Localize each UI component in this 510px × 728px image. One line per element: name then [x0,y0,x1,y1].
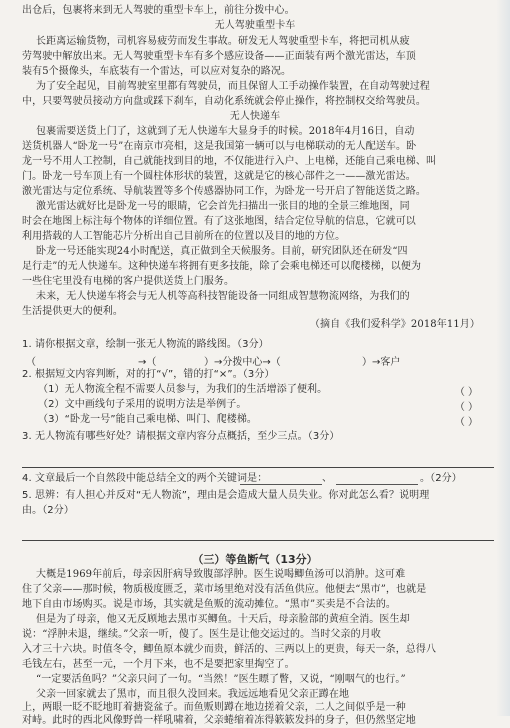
paragraph-line: 激光雷达就好比是卧龙一号的眼睛，它会首先扫描出一张目的地的全景三维地图，同 [36,201,410,212]
intro-line: 出仓后，包裹将来到无人驾驶的重型卡车上，前往分拨中心。 [22,5,295,16]
flow-blank-1[interactable]: （ [26,357,36,368]
story-line: 入才三十六块。时值冬令，鲫鱼原本就少而贵，鲜活的、三两以上的更贵，每天一条，总得八 [22,644,437,655]
story-line: 大概是1969年前后，母亲因肝病导致腹部浮肿。医生说喝鲫鱼汤可以消肿。这可难 [36,569,406,580]
source-citation: （摘自《我们爱科学》2018年11月） [309,319,480,330]
judge-item-1: （1）无人物流全程不需要人员参与，为我们的生活增添了便利。 [38,384,328,395]
story-line: 毛钱左右，甚至一元，一个月下来，也不是要把家里掏空了。 [22,659,295,670]
heading-truck: 无人驾驶重型卡车 [214,20,296,31]
keyword-separator: 、 [322,473,333,484]
question-5: 5. 思辨：有人担心并反对“无人物流”，理由是会造成大量人员失业。你对此怎么看？说明理 [22,490,430,501]
story-line: 说：“浮肿未退，继续。”父亲一听，傻了。医生是让他交运过的。当时父亲的月收 [22,629,381,640]
answer-line[interactable] [22,540,494,541]
paragraph-line: 劳驾驶中解放出来。无人驾驶重型卡车有多个感应设备——正面装有两个激光雷达，车顶 [22,51,416,62]
route-flow [22,353,494,367]
judge-item-3: （3）“卧龙一号”能自己乘电梯、叫门、爬楼梯。 [38,414,258,425]
paragraph-line: 利用搭载的人工智能芯片分析出自己目前所在的位置以及目的地的方位。 [22,231,346,242]
question-2: 2. 根据短文内容判断，对的打“√”，错的打“×”。（3分） [22,369,275,380]
question-3: 3. 无人物流有哪些好处？请根据文章内容分点概括，至少三点。（3分） [22,431,340,442]
paragraph-line: 时会在地图上标注每个物体的详细位置。有了这张地图，结合定位导航的信息，它就可以 [22,216,416,227]
story-line: 地下自由市场购买。说是市场，其实就是鱼贩的流动摊位。“黑市”买卖是不合法的。 [22,599,397,610]
story-line: 父亲一回家就去了黑市，而且很久没回来。我远远地看见父亲正蹲在地 [36,689,350,700]
question-4: 4. 文章最后一个自然段中能总结全文的两个关键词是： [22,473,268,484]
story-line: 住了父亲——那时候，物质极度匮乏，菜市场里绝对没有活鱼供应。他便去“黑市”，也就是 [22,584,427,595]
paragraph-line: 龙一号不用人工控制，自己就能找到目的地，不仅能进行入户、上电梯，还能自己乘电梯、叫 [22,156,437,167]
judge-item-2: （2）文中画线句子采用的说明方法是举例子。 [38,399,247,410]
question-5-continued: 由。（2分） [22,505,74,516]
paragraph-line: 为了安全起见，目前驾驶室里都有驾驶员，而且保留人工手动操作装置，在自动驾驶过程 [36,81,430,92]
paragraph-line: 一些住宅里没有电梯的客户提供送货上门服务。 [22,276,235,287]
paragraph-line: 未来，无人快递车将会与无人机等高科技智能设备一同组成智慧物流网络，为我们的 [36,291,410,302]
flow-end: ）→客户 [362,357,401,368]
keyword-blank-2[interactable] [336,484,418,485]
answer-blank-1[interactable]: （ ） [454,387,478,398]
flow-hub: ）→分拨中心→（ [204,357,281,368]
paragraph-line: 激光雷达与定位系统、导航装置等多个传感器协同工作，为卧龙一号开启了智能送货之路。 [22,186,426,197]
paragraph-line: 装有5个摄像头，车底装有一个雷达，可以应对复杂的路况。 [22,66,292,77]
story-line: “一定要活鱼吗？”父亲只问了一句。“当然！”医生瞟了瞥，又说，“刚咽气的也行。” [36,674,406,685]
paragraph-line: 足行走”的无人快递车。这种快递车将拥有更多技能，除了会乘电梯还可以爬楼梯，以便为 [22,261,422,272]
section-3-title: （三）等鱼断气（13分） [192,553,318,566]
paragraph-line: 生活提供更大的便利。 [22,306,123,317]
story-line: 上，两眼一眨不眨地盯着搪瓷盆子。而鱼贩则蹲在地边搓着父亲，二人之间似乎是一种 [22,702,406,713]
question-4-score: 。（2分） [420,473,462,484]
paragraph-line: 包裹需要送货上门了，这就到了无人快递车大显身手的时候。2018年4月16日，自动 [36,126,415,137]
heading-delivery-car: 无人快递车 [229,111,281,122]
story-line: 但是为了母亲，他又无反顾地去黑市买鲫鱼。十天后，母亲脸部的黄疸全消。医生却 [36,614,410,625]
paragraph-line: 送货机器人“卧龙一号”在南京市亮相，这是我国第一辆可以与电梯联动的无人配送车。卧 [22,141,417,152]
paragraph-line: 中，只要驾驶员接动方向盘或踩下刹车，自动化系统就会停止操作，将控制权交给驾驶员。 [22,96,426,107]
answer-blank-3[interactable]: （ ） [454,417,478,428]
paragraph-line: 门。卧龙一号车顶上有一个圆柱体形状的装置，这就是它的核心部件之一——激光雷达。 [22,171,416,182]
page-edge-shadow [496,0,510,716]
answer-blank-2[interactable]: （ ） [454,402,478,413]
story-line: 对峙。此时的西北风像野兽一样吼啸着，父亲蜷缩着冻得簌簌发抖的身子，但仍然坚定地 [22,715,416,726]
paragraph-line: 长距离运输货物，司机容易疲劳而发生事故。研发无人驾驶重型卡车，将把司机从疲 [36,36,410,47]
answer-line[interactable] [22,467,494,468]
flow-arrow-1: →（ [138,357,157,368]
question-1: 1. 请你根据文章，绘制一张无人物流的路线图。（3分） [22,339,269,350]
keyword-blank-1[interactable] [240,484,322,485]
paragraph-line: 卧龙一号还能实现24小时配送，真正做到全天候服务。目前，研究团队还在研发“四 [36,246,408,257]
